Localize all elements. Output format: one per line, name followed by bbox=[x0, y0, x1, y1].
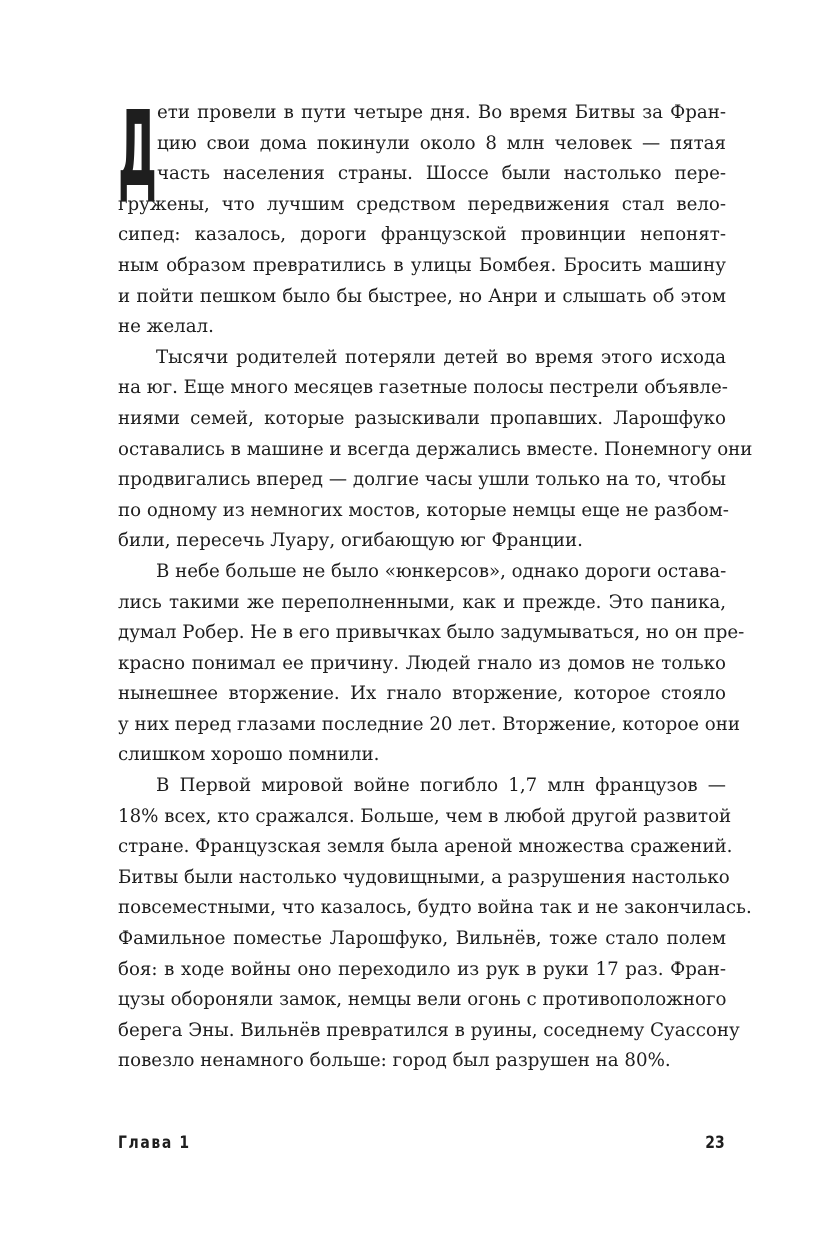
paragraph bbox=[118, 88, 726, 343]
text-line: боя: в ходе войны оно переходило из рук в руки 17 раз. Фран- bbox=[118, 958, 726, 980]
text-line: Битвы были настолько чудовищными, а разрушения настолько bbox=[118, 866, 730, 888]
paragraph bbox=[118, 343, 753, 557]
text-line: гружены, что лучшим средством передвижения стал вело- bbox=[118, 193, 726, 215]
page-number: 23 bbox=[705, 1133, 725, 1153]
text-line: били, пересечь Луару, огибающую юг Франции. bbox=[118, 530, 583, 552]
text-line: стране. Французская земля была ареной множества сражений. bbox=[118, 836, 733, 858]
text-line: 18% всех, кто сражался. Больше, чем в любой другой развитой bbox=[118, 805, 732, 827]
text-line: оставались в машине и всегда держались вместе. Понемногу они bbox=[118, 438, 753, 460]
text-line: у них перед глазами последние 20 лет. Вторжение, которое они bbox=[118, 713, 740, 735]
text-line: нынешнее вторжение. Их гнало вторжение, которое стояло bbox=[118, 683, 726, 705]
text-line: часть населения страны. Шоссе были настолько пере- bbox=[157, 163, 726, 185]
text-line: на юг. Еще много месяцев газетные полосы пестрели объявле- bbox=[118, 377, 728, 399]
text-line: сипед: казалось, дороги французской провинции непонят- bbox=[118, 224, 726, 246]
paragraph bbox=[118, 557, 745, 771]
text-line: не желал. bbox=[118, 316, 214, 338]
text-line: Тысячи родителей потеряли детей во время этого исхода bbox=[156, 346, 726, 368]
text-line: слишком хорошо помнили. bbox=[118, 744, 380, 766]
text-line: цузы обороняли замок, немцы вели огонь с противоположного bbox=[118, 989, 727, 1011]
text-line: продвигались вперед — долгие часы ушли только на то, чтобы bbox=[118, 469, 726, 491]
text-line: по одному из немногих мостов, которые немцы еще не разбом- bbox=[118, 499, 729, 521]
chapter-running-footer: Глава 1 bbox=[118, 1133, 191, 1153]
body-text bbox=[118, 88, 753, 1077]
text-line: ниями семей, которые разыскивали пропавших. Ларошфуко bbox=[118, 407, 726, 429]
text-line: цию свои дома покинули около 8 млн человек — пятая bbox=[157, 132, 726, 154]
text-line: ным образом превратились в улицы Бомбея. Бросить машину bbox=[118, 254, 726, 276]
paragraph bbox=[118, 771, 752, 1077]
text-line: лись такими же переполненными, как и прежде. Это паника, bbox=[118, 591, 726, 613]
text-line: повсеместными, что казалось, будто война так и не закончилась. bbox=[118, 897, 752, 919]
text-line: и пойти пешком было бы быстрее, но Анри и слышать об этом bbox=[118, 285, 726, 307]
text-line: думал Робер. Не в его привычках было задумываться, но он пре- bbox=[118, 622, 745, 644]
text-line: Фамильное поместье Ларошфуко, Вильнёв, тоже стало полем bbox=[118, 928, 726, 950]
text-line: ети провели в пути четыре дня. Во время Битвы за Фран- bbox=[157, 102, 726, 123]
text-line: повезло ненамного больше: город был разрушен на 80%. bbox=[118, 1050, 671, 1072]
text-line: В Первой мировой войне погибло 1,7 млн французов — bbox=[156, 775, 726, 797]
text-line: В небе больше не было «юнкерсов», однако дороги остава- bbox=[156, 560, 727, 582]
text-line: берега Эны. Вильнёв превратился в руины, соседнему Суассону bbox=[118, 1019, 740, 1041]
text-line: красно понимал ее причину. Людей гнало из домов не только bbox=[118, 652, 726, 674]
drop-cap-letter: Д bbox=[118, 88, 157, 210]
